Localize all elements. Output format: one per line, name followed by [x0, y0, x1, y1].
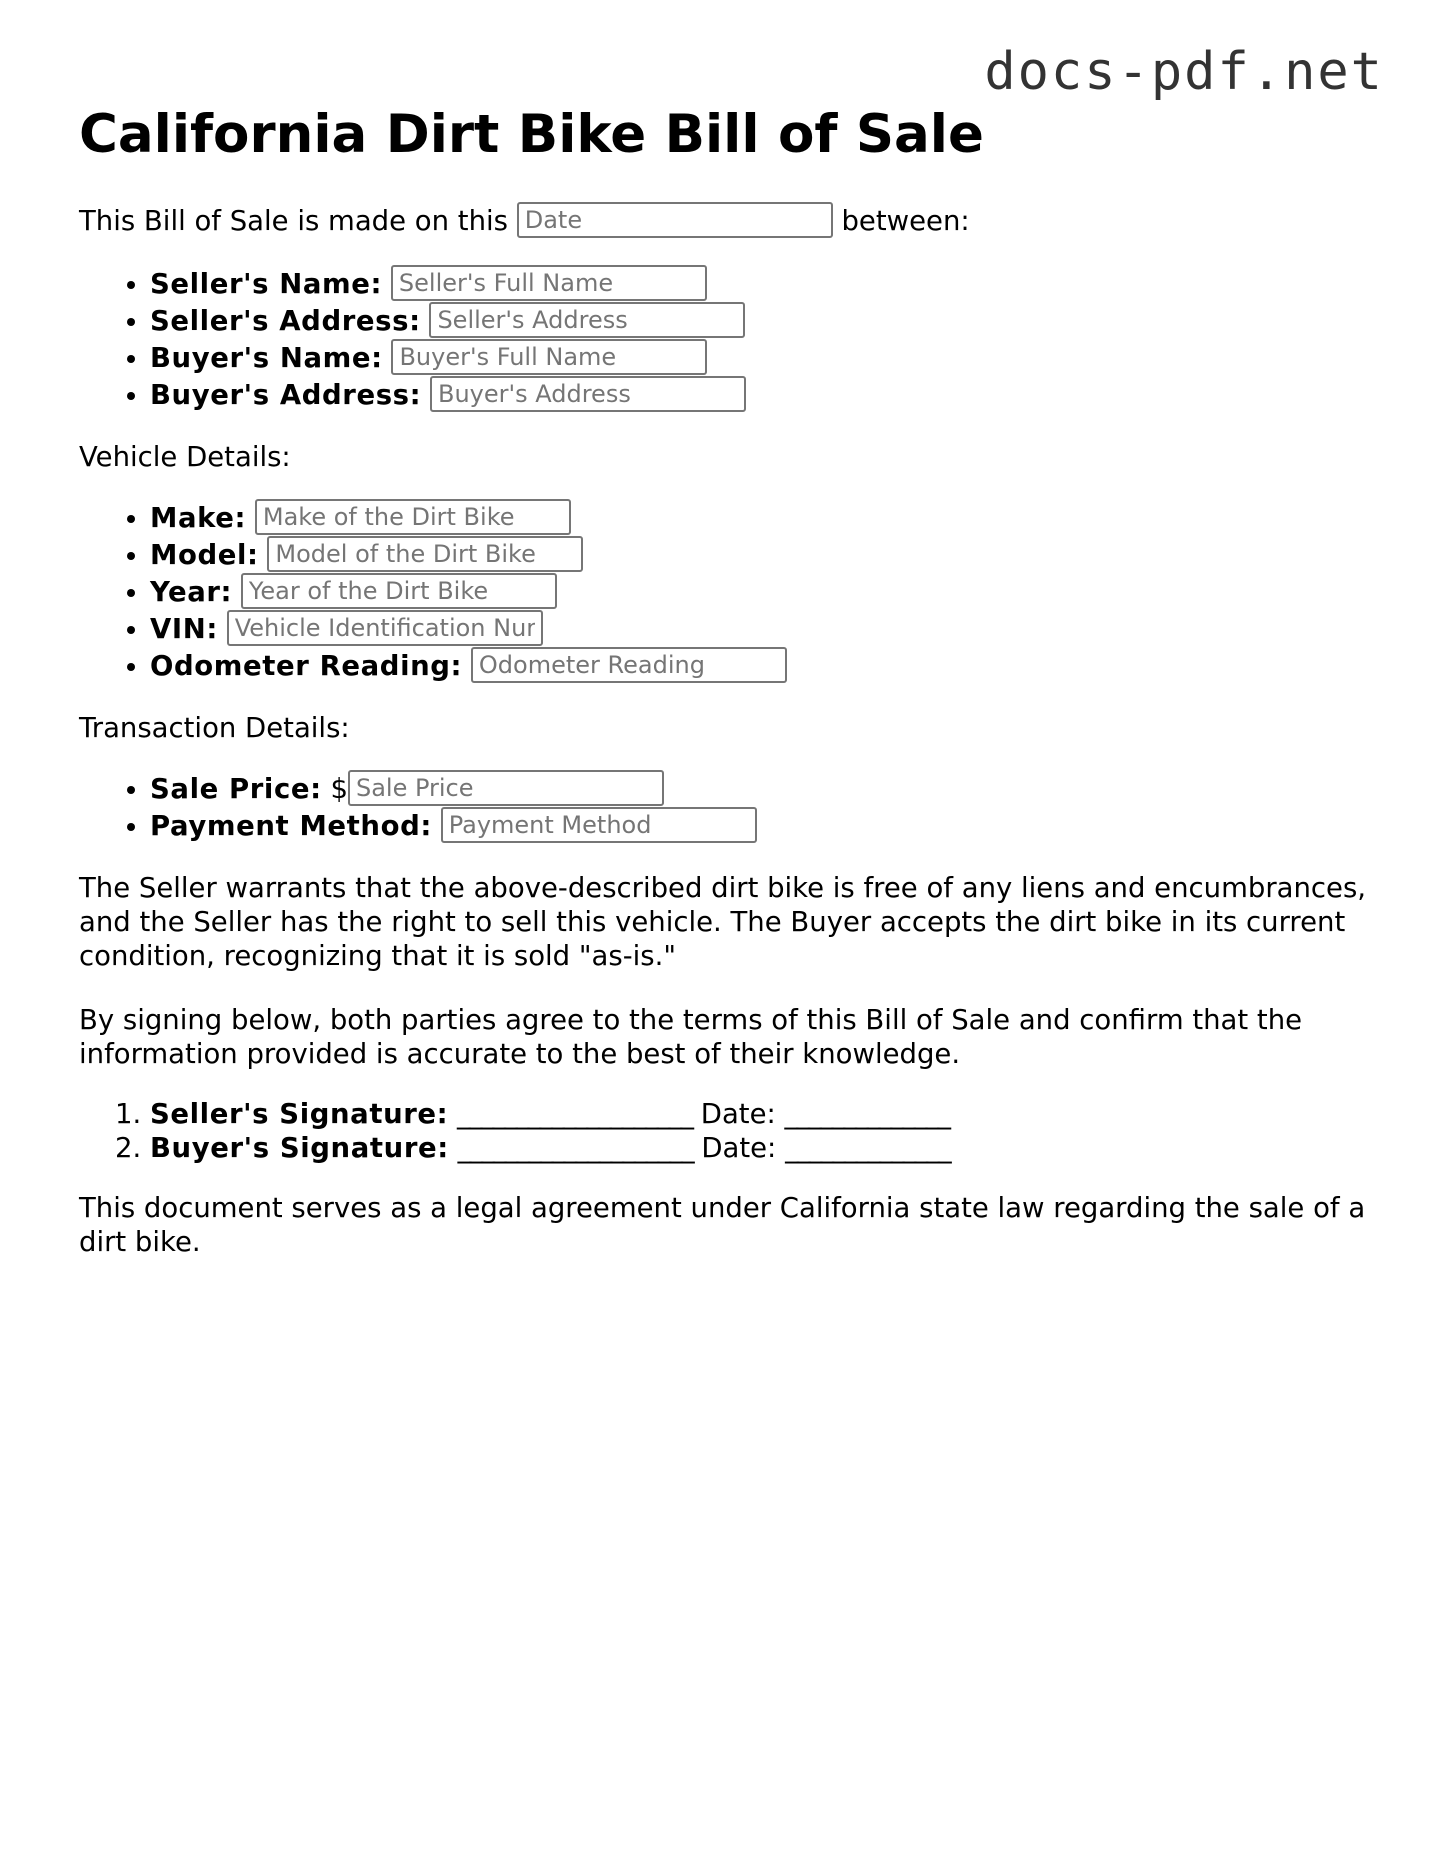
parties-list [79, 266, 1369, 414]
intro-paragraph [79, 204, 1369, 240]
payment-method-label: Payment Method: [150, 810, 432, 842]
year-label: Year: [150, 576, 233, 608]
buyer-signature-label: Buyer's Signature: [150, 1132, 449, 1164]
seller-address-label: Seller's Address: [150, 305, 421, 337]
vin-input[interactable] [227, 610, 543, 646]
list-item-vin [150, 611, 1369, 648]
vehicle-list [79, 500, 1369, 685]
seller-date-label: Date: [700, 1098, 776, 1130]
make-input[interactable] [255, 499, 571, 535]
buyer-date-line: ______________ [785, 1132, 950, 1164]
transaction-details-heading: Transaction Details: [79, 712, 350, 744]
list-item-model [150, 537, 1369, 574]
seller-date-line: ______________ [784, 1098, 950, 1130]
make-label: Make: [150, 502, 247, 534]
buyer-name-label: Buyer's Name: [150, 342, 383, 374]
seller-name-input[interactable] [391, 265, 707, 301]
payment-method-input[interactable] [441, 807, 757, 843]
seller-name-label: Seller's Name: [150, 268, 383, 300]
buyer-signature-line: ____________________ [457, 1132, 693, 1164]
sale-price-label: Sale Price: [150, 773, 322, 805]
model-input[interactable] [267, 536, 583, 572]
list-item-sale-price [150, 771, 1369, 808]
list-item-buyer-name [150, 340, 1369, 377]
buyer-date-label: Date: [701, 1132, 777, 1164]
intro-text-after: between: [841, 205, 970, 237]
seller-signature-label: Seller's Signature: [150, 1098, 449, 1130]
seller-address-input[interactable] [429, 302, 745, 338]
signature-list [79, 1097, 1369, 1165]
watermark: docs-pdf.net [984, 42, 1384, 102]
list-item-seller-name [150, 266, 1369, 303]
list-item-year [150, 574, 1369, 611]
vehicle-details-heading: Vehicle Details: [79, 441, 291, 473]
list-item-make [150, 500, 1369, 537]
year-input[interactable] [241, 573, 557, 609]
agreement-paragraph: By signing below, both parties agree to the terms of this Bill of Sale and confirm that the information provided is accurate to the best of their knowledge. [79, 1004, 1303, 1070]
buyer-name-input[interactable] [391, 339, 707, 375]
seller-signature-line: ____________________ [457, 1098, 693, 1130]
transaction-list [79, 771, 1369, 845]
list-item-buyer-signature [150, 1131, 1369, 1165]
list-item-seller-signature [150, 1097, 1369, 1131]
sale-date-input[interactable] [517, 202, 833, 238]
closing-paragraph: This document serves as a legal agreement under California state law regarding the sale of a dirt bike. [79, 1192, 1366, 1258]
odometer-label: Odometer Reading: [150, 650, 463, 682]
model-label: Model: [150, 539, 259, 571]
list-item-odometer [150, 648, 1369, 685]
odometer-input[interactable] [471, 647, 787, 683]
buyer-address-input[interactable] [430, 376, 746, 412]
warranty-paragraph: The Seller warrants that the above-described dirt bike is free of any liens and encumbrances, and the Seller has the right to sell this vehicle. The Buyer accepts the dirt bike in its current condition, recognizing that it is sold "as-is." [79, 872, 1367, 972]
list-item-seller-address [150, 303, 1369, 340]
currency-symbol: $ [330, 773, 348, 805]
list-item-payment-method [150, 808, 1369, 845]
vin-label: VIN: [150, 613, 218, 645]
document-body [79, 98, 1369, 1259]
sale-price-input[interactable] [348, 770, 664, 806]
list-item-buyer-address [150, 377, 1369, 414]
buyer-address-label: Buyer's Address: [150, 379, 422, 411]
page-title: California Dirt Bike Bill of Sale [79, 104, 984, 165]
intro-text-before: This Bill of Sale is made on this [79, 205, 508, 237]
